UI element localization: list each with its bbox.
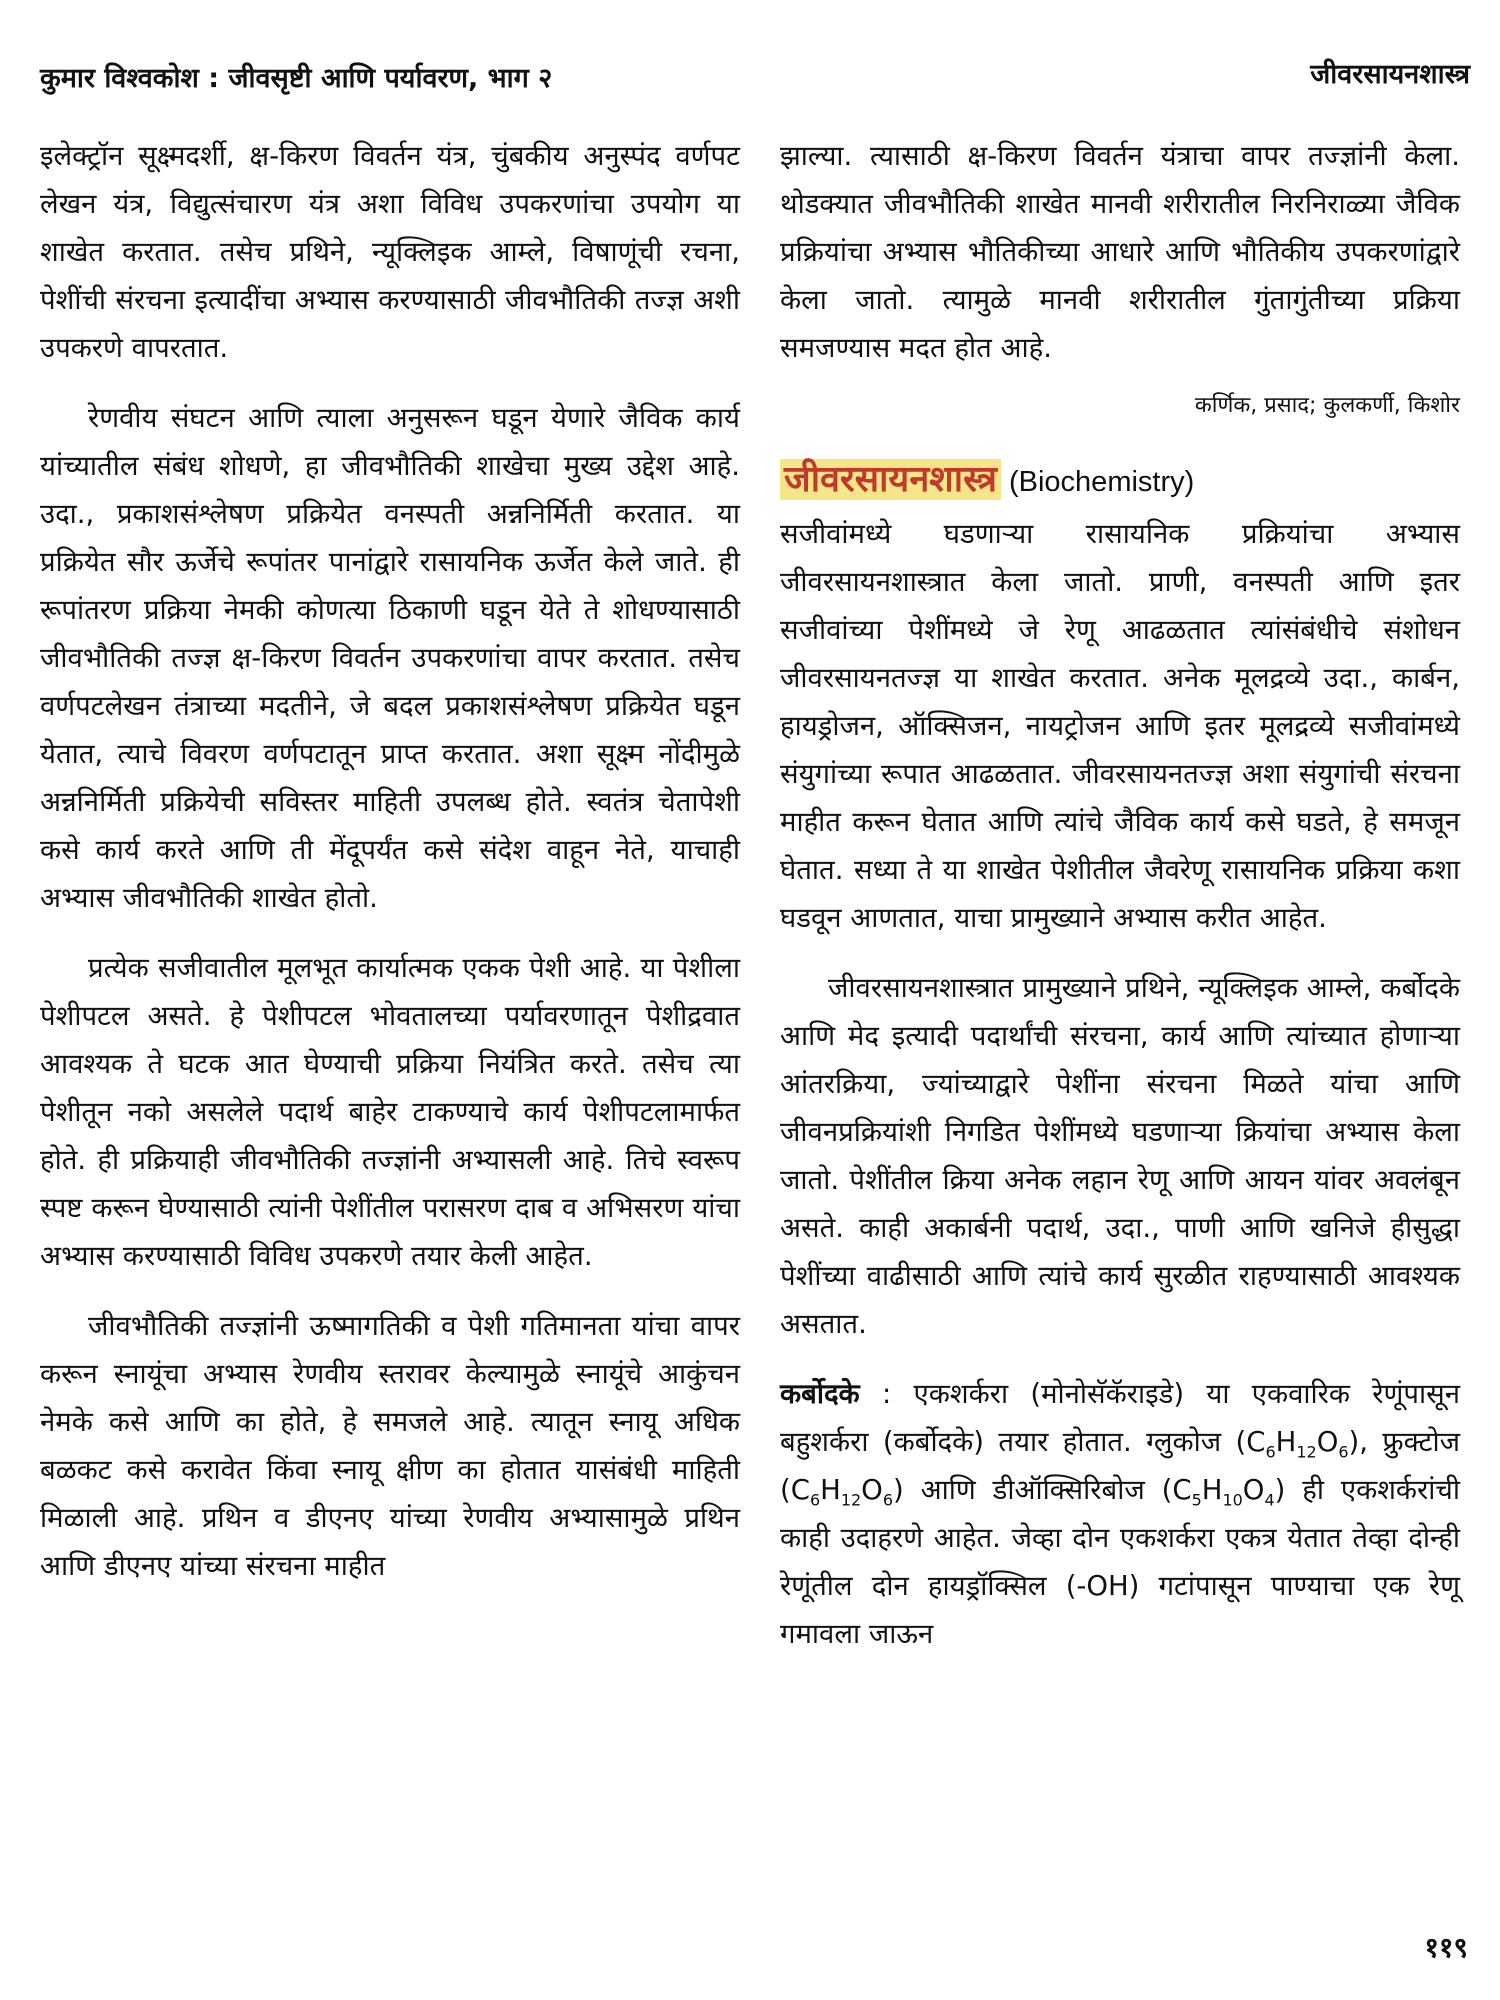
author-credit: कर्णिक, प्रसाद; कुलकर्णी, किशोर: [1194, 393, 1460, 418]
subscript: 5: [1191, 1490, 1202, 1510]
text-run: ) ही एकशर्करांची काही उदाहरणे आहेत. जेव्हा दोन एकशर्करा एकत्र येतात तेव्हा दोन्ही रेणूंतील दोन हायड्रॉक्सिल (-OH) गटांपासून पाण्याचा एक रेणू गमावला जाऊन: [780, 1474, 1460, 1650]
paragraph: सजीवांमध्ये घडणाऱ्या रासायनिक प्रक्रियांचा अभ्यास जीवरसायनशास्त्रात केला जातो. प्राणी, वनस्पती आणि इतर सजीवांच्या पेशींमध्ये जे रेणू आढळतात त्यांसंबंधीचे संशोधन जीवरसायनतज्ज्ञ या शाखेत करतात. अनेक मूलद्रव्ये उदा., कार्बन, हायड्रोजन, ऑक्सिजन, नायट्रोजन आणि इतर मूलद्रव्ये सजीवांमध्ये संयुगांच्या रूपात आढळतात. जीवरसायनतज्ज्ञ अशा संयुगांची संरचना माहीत करून घेतात आणि त्यांचे जैविक कार्य कसे घडते, हे समजून घेतात. सध्या ते या शाखेत पेशीतील जैवरेणू रासायनिक प्रक्रिया कशा घडवून आणतात, याचा प्रामुख्याने अभ्यास करीत आहेत.: [780, 518, 1460, 934]
subscript: 6: [882, 1490, 894, 1510]
subscript: 4: [1264, 1490, 1275, 1510]
text-run: O: [1316, 1426, 1339, 1458]
right-column: [780, 132, 1460, 1680]
subscript: 10: [1222, 1490, 1243, 1510]
text-run: ) आणि डीऑक्सिरिबोज (C: [893, 1474, 1192, 1506]
paragraph-carbohydrates: [780, 1370, 1460, 1658]
text-run: H: [1275, 1426, 1297, 1458]
paragraph: जीवभौतिकी तज्ज्ञांनी ऊष्मागतिकी व पेशी गतिमानता यांचा वापर करून स्नायूंचा अभ्यास रेणवीय स्तरावर केल्यामुळे स्नायूंचे आकुंचन नेमके कसे आणि का होते, हे समजले आहे. त्यातून स्नायू अधिक बळकट कसे करावेत किंवा स्नायू क्षीण का होतात यासंबंधी माहिती मिळाली आहे. प्रथिन व डीएनए यांच्या रेणवीय अभ्यासामुळे प्रथिन आणि डीएनए यांच्या संरचना माहीत: [40, 1310, 740, 1582]
subscript: 12: [840, 1490, 862, 1510]
subscript: 6: [1265, 1442, 1276, 1462]
text-run: : एकशर्करा (मोनोसॅकॅराइडे) या एकवारिक रेणूंपासून बहुशर्करा (कर्बोदके) तयार होतात. ग्लुकोज (C: [780, 1378, 1460, 1458]
section-title: जीवरसायनशास्त्र: [1310, 59, 1470, 90]
paragraph: प्रत्येक सजीवातील मूलभूत कार्यात्मक एकक पेशी आहे. या पेशीला पेशीपटल असते. हे पेशीपटल भोवतालच्या पर्यावरणातून पेशीद्रवात आवश्यक ते घटक आत घेण्याची प्रक्रिया नियंत्रित करते. तसेच त्या पेशीतून नको असलेले पदार्थ बाहेर टाकण्याचे कार्य पेशीपटलामार्फत होते. ही प्रक्रियाही जीवभौतिकी तज्ज्ञांनी अभ्यासली आहे. तिचे स्वरूप स्पष्ट करून घेण्यासाठी त्यांनी पेशींतील परासरण दाब व अभिसरण यांचा अभ्यास करण्यासाठी विविध उपकरणे तयार केली आहेत.: [40, 952, 740, 1272]
paragraph: रेणवीय संघटन आणि त्याला अनुसरून घडून येणारे जैविक कार्य यांच्यातील संबंध शोधणे, हा जीवभौतिकी शाखेचा मुख्य उद्देश आहे. उदा., प्रकाशसंश्लेषण प्रक्रियेत वनस्पती अन्ननिर्मिती करतात. या प्रक्रियेत सौर ऊर्जेचे रूपांतर पानांद्वारे रासायनिक ऊर्जेत केले जाते. ही रूपांतरण प्रक्रिया नेमकी कोणत्या ठिकाणी घडून येते ते शोधण्यासाठी जीवभौतिकी तज्ज्ञ क्ष-किरण विवर्तन उपकरणांचा वापर करतात. तसेच वर्णपटलेखन तंत्राच्या मदतीने, जे बदल प्रकाशसंश्लेषण प्रक्रियेत घडून येतात, त्याचे विवरण वर्णपटातून प्राप्त करतात. अशा सूक्ष्म नोंदीमुळे अन्ननिर्मिती प्रक्रियेची सविस्तर माहिती उपलब्ध होते. स्वतंत्र चेतापेशी कसे कार्य करते आणि ती मेंदूपर्यंत कसे संदेश वाहून नेते, याचाही अभ्यास जीवभौतिकी शाखेत होतो.: [40, 402, 740, 914]
page-number: ११९: [1424, 1931, 1468, 1964]
entry-heading: [780, 452, 1460, 510]
paragraph: इलेक्ट्रॉन सूक्ष्मदर्शी, क्ष-किरण विवर्तन यंत्र, चुंबकीय अनुस्पंद वर्णपट लेखन यंत्र, विद्युत्संचारण यंत्र अशा विविध उपकरणांचा उपयोग या शाखेत करतात. तसेच प्रथिने, न्यूक्लिइक आम्ले, विषाणूंची रचना, पेशींची संरचना इत्यादींचा अभ्यास करण्यासाठी जीवभौतिकी तज्ज्ञ अशी उपकरणे वापरतात.: [40, 140, 740, 364]
text-run: O: [861, 1474, 883, 1506]
book-title: कुमार विश्वकोश : जीवसृष्टी आणि पर्यावरण, भाग २: [40, 63, 553, 94]
running-header: [40, 50, 1470, 110]
text-run: O: [1242, 1474, 1265, 1506]
entry-title: जीवरसायनशास्त्र: [780, 459, 1001, 500]
text-run: ), फ्रुक्टोज (C: [780, 1426, 1460, 1506]
left-column: [40, 132, 740, 1612]
paragraph: झाल्या. त्यासाठी क्ष-किरण विवर्तन यंत्राचा वापर तज्ज्ञांनी केला. थोडक्यात जीवभौतिकी शाखेत मानवी शरीरातील निरनिराळ्या जैविक प्रक्रियांचा अभ्यास भौतिकीच्या आधारे आणि भौतिकीय उपकरणांद्वारे केला जातो. त्यामुळे मानवी शरीरातील गुंतागुंतीच्या प्रक्रिया समजण्यास मदत होत आहे.: [780, 140, 1460, 364]
text-run: H: [1201, 1474, 1223, 1506]
subscript: 12: [1296, 1442, 1317, 1462]
term-carbohydrates: कर्बोदके: [780, 1378, 860, 1410]
paragraph: जीवरसायनशास्त्रात प्रामुख्याने प्रथिने, न्यूक्लिइक आम्ले, कर्बोदके आणि मेद इत्यादी पदार्थांची संरचना, कार्य आणि त्यांच्यात होणाऱ्या आंतरक्रिया, ज्यांच्याद्वारे पेशींना संरचना मिळते यांचा आणि जीवनप्रक्रियांशी निगडित पेशींमध्ये घडणाऱ्या क्रियांचा अभ्यास केला जातो. पेशींतील क्रिया अनेक लहान रेणू आणि आयन यांवर अवलंबून असते. काही अकार्बनी पदार्थ, उदा., पाणी आणि खनिजे हीसुद्धा पेशींच्या वाढीसाठी आणि त्यांचे कार्य सुरळीत राहण्यासाठी आवश्यक असतात.: [780, 972, 1460, 1340]
entry-english-title: (Biochemistry): [1008, 466, 1195, 498]
subscript: 6: [809, 1490, 821, 1510]
text-run: H: [820, 1474, 841, 1506]
subscript: 6: [1338, 1442, 1349, 1462]
